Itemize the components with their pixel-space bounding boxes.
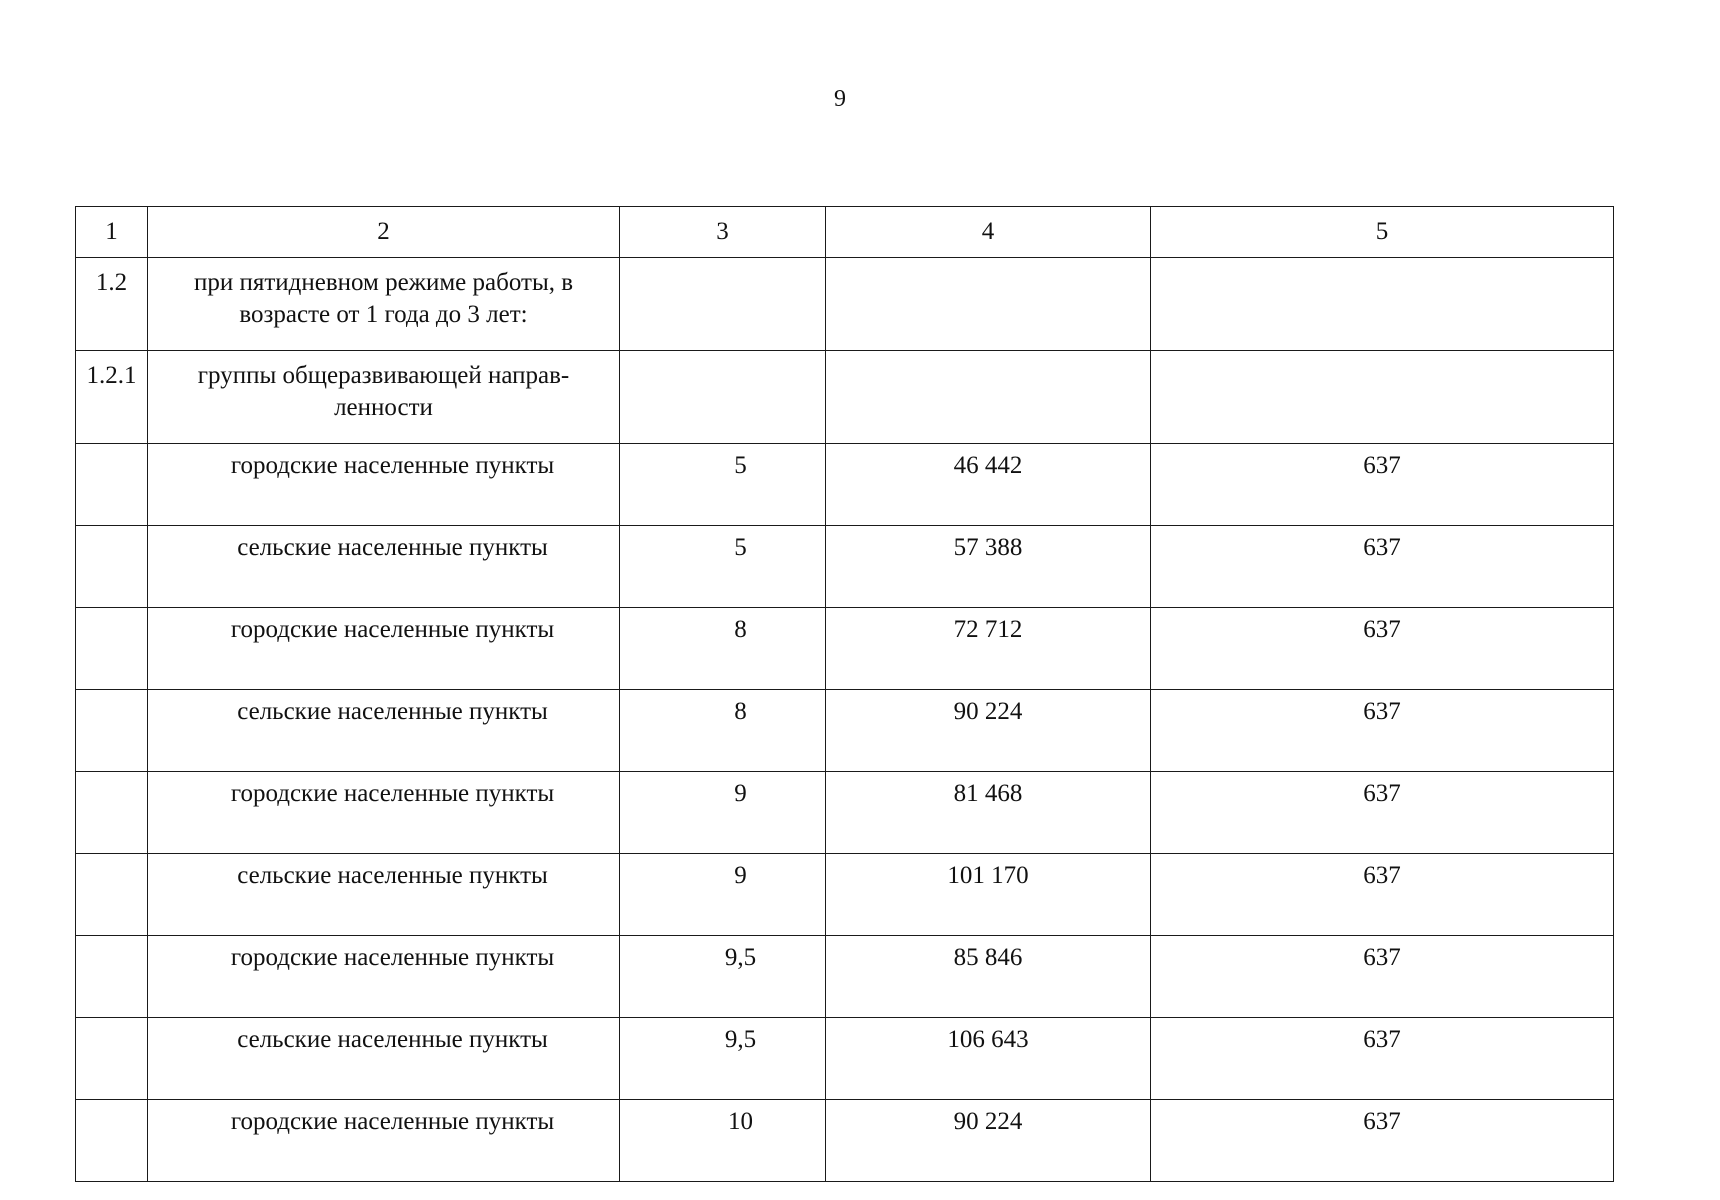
section-label: при пятидневном режиме работы, в возрасте от 1 года до 3 лет: <box>148 258 620 351</box>
settlement-type: сельские населенные пункты <box>148 1018 620 1100</box>
table-row <box>76 690 1614 772</box>
column-header: 3 <box>620 207 826 258</box>
section-number: 1.2.1 <box>76 351 148 444</box>
settlement-type: сельские населенные пункты <box>148 854 620 936</box>
row-number <box>76 608 148 690</box>
column-3-value: 8 <box>620 690 826 772</box>
column-4-value: 90 224 <box>826 690 1151 772</box>
settlement-type: сельские населенные пункты <box>148 526 620 608</box>
table-row <box>76 854 1614 936</box>
empty-cell <box>826 351 1151 444</box>
row-number <box>76 1018 148 1100</box>
section-label: группы общеразвивающей направ-ленности <box>148 351 620 444</box>
column-3-value: 5 <box>620 526 826 608</box>
column-5-value: 637 <box>1151 772 1614 854</box>
column-5-value: 637 <box>1151 854 1614 936</box>
column-3-value: 9 <box>620 772 826 854</box>
column-4-value: 81 468 <box>826 772 1151 854</box>
section-row <box>76 351 1614 444</box>
empty-cell <box>1151 351 1614 444</box>
column-5-value: 637 <box>1151 444 1614 526</box>
table-row <box>76 608 1614 690</box>
column-4-value: 57 388 <box>826 526 1151 608</box>
table-header-row <box>76 207 1614 258</box>
column-4-value: 85 846 <box>826 936 1151 1018</box>
settlement-type: городские населенные пункты <box>148 772 620 854</box>
column-3-value: 5 <box>620 444 826 526</box>
section-number: 1.2 <box>76 258 148 351</box>
row-number <box>76 1100 148 1182</box>
settlement-type: городские населенные пункты <box>148 608 620 690</box>
column-header: 4 <box>826 207 1151 258</box>
section-row <box>76 258 1614 351</box>
empty-cell <box>620 351 826 444</box>
row-number <box>76 526 148 608</box>
column-3-value: 9,5 <box>620 936 826 1018</box>
row-number <box>76 690 148 772</box>
empty-cell <box>826 258 1151 351</box>
page-number: 9 <box>834 86 846 112</box>
column-4-value: 46 442 <box>826 444 1151 526</box>
settlement-type: городские населенные пункты <box>148 444 620 526</box>
column-4-value: 72 712 <box>826 608 1151 690</box>
settlement-type: сельские населенные пункты <box>148 690 620 772</box>
column-5-value: 637 <box>1151 936 1614 1018</box>
table-row <box>76 444 1614 526</box>
column-4-value: 90 224 <box>826 1100 1151 1182</box>
table-row <box>76 772 1614 854</box>
column-5-value: 637 <box>1151 1018 1614 1100</box>
column-5-value: 637 <box>1151 1100 1614 1182</box>
settlement-type: городские населенные пункты <box>148 936 620 1018</box>
table-row <box>76 526 1614 608</box>
row-number <box>76 936 148 1018</box>
column-5-value: 637 <box>1151 608 1614 690</box>
row-number <box>76 854 148 936</box>
table-row <box>76 936 1614 1018</box>
table-row <box>76 1018 1614 1100</box>
column-5-value: 637 <box>1151 526 1614 608</box>
column-4-value: 106 643 <box>826 1018 1151 1100</box>
column-3-value: 9 <box>620 854 826 936</box>
row-number <box>76 772 148 854</box>
column-header: 2 <box>148 207 620 258</box>
table-row <box>76 1100 1614 1182</box>
column-4-value: 101 170 <box>826 854 1151 936</box>
empty-cell <box>620 258 826 351</box>
settlement-type: городские населенные пункты <box>148 1100 620 1182</box>
column-3-value: 10 <box>620 1100 826 1182</box>
column-5-value: 637 <box>1151 690 1614 772</box>
empty-cell <box>1151 258 1614 351</box>
column-3-value: 8 <box>620 608 826 690</box>
column-header: 5 <box>1151 207 1614 258</box>
data-table <box>75 206 1614 1182</box>
column-header: 1 <box>76 207 148 258</box>
column-3-value: 9,5 <box>620 1018 826 1100</box>
row-number <box>76 444 148 526</box>
